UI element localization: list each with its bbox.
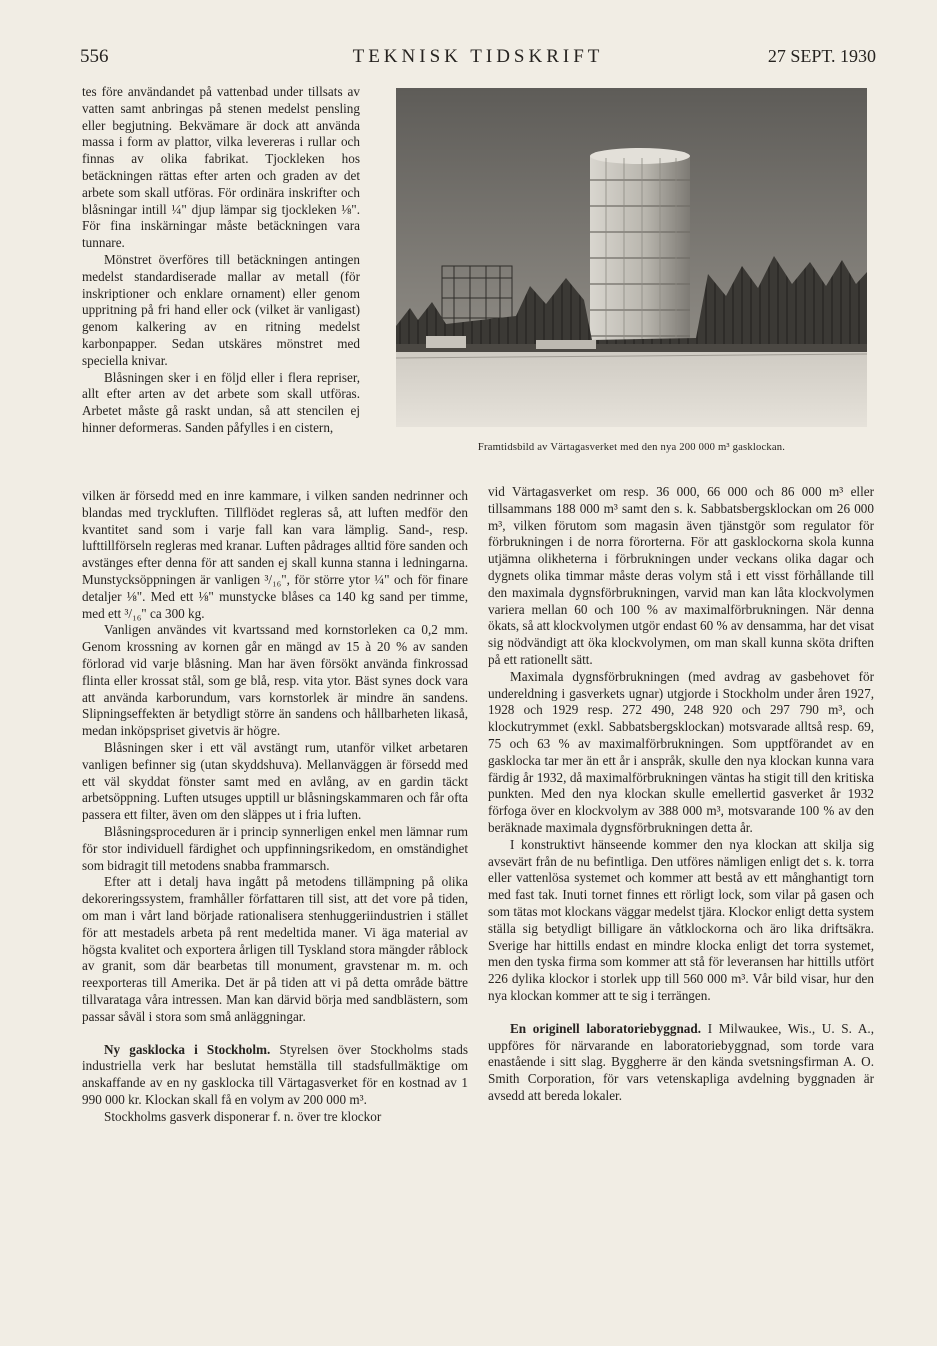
paragraph: Vanligen användes vit kvartssand med kornstorleken ca 0,2 mm. Genom krossning av kornen går en mängd av 15 à 20 % av sanden förlorad vid varje blåsning. Man har även försökt använda finkrossad flinta eller krossat stål, som ge blå, resp. vita ytor. Bäst synes dock vara att använda karborundum, vars kornstorlek är mindre än sandens. Slipningseffekten är betydligt större än sandens och hållbarheten likaså, medan inköpspriset givetvis är högre. <box>82 622 468 739</box>
left-column-main <box>82 488 468 1125</box>
left-column-top <box>82 84 360 437</box>
issue-date: 27 SEPT. 1930 <box>767 46 876 66</box>
paragraph: vid Värtagasverket om resp. 36 000, 66 000 och 86 000 m³ eller tillsammans 188 000 m³ samt den s. k. Sabbatsbergsklockan om 26 000 m³, vilken förutom som magasin även tjänstgör som regulator för förbrukningen i de norra förorterna. För att gasklockorna skola kunna utjämna olikheterna i förbrukningen under veckans olika dagar och dygnets olika timmar måste deras volym stå i ett visst förhållande till den maximala dygnsförbrukningen, varvid man kan låta klockvolymen variera mellan 60 och 100 % av maximalförbrukningen. När denna ökats, så att klockvolymen utgör endast 60 % av densamma, har det visat sig nödvändigt att öka klockvolymen, om man skall kunna sköta driften på ett rationellt sätt. <box>488 484 875 667</box>
gasholder-photograph <box>396 88 867 427</box>
paragraph: vilken är försedd med en inre kammare, i vilken sanden nedrinner och blandas med tryckluften. Tillflödet regleras så, att luften medför den kvantitet sand som i varje fall kan vara lämplig. Sand-, resp. lufttillförseln regleras med kranar. Luften pådrages alltid före sanden och avstänges efter denna för att sanden ej skall kunna stanna i ledningarna. Munstycksöppningen är vanligen ³/₁₆", för större ytor ¼" och för finare detaljer ⅛". Med ett ⅛" munstycke blåses ca 140 kg sand per timme, med ett ³/₁₆" ca 300 kg. <box>82 488 468 621</box>
gasklocka-text: Styrelsen över Stockholms stads industriella verk har beslutat hemställa till stadsfullmäktige om anskaffande av en ny gasklocka till Värtagasverket för en kostnad av 1 990 000 kr. Klockan skall få en volym av 200 000 m³. <box>82 1041 469 1107</box>
paragraph: Blåsningen sker i ett väl avstängt rum, utanför vilket arbetaren vanligen befinner sig (utan skyddshuva). Mellanväggen är försedd med ett väl skyddat fönster samt med en avlång, av en gardin täckt arbetsöppning. Luften utsuges upptill ur blåsningskammaren och får ofta passera ett filter, även om den släppes ut i fria luften. <box>82 739 468 823</box>
paragraph: Mönstret överföres till betäckningen antingen medelst standardiserade mallar av metall (för inskriptioner och enklare ornament) eller genom uppritning på fri hand eller ock (vilket är vanligast) genom kalkering av en ritning medelst karbonpapper. Sedan utskäres mönstret med speciella knivar. <box>82 251 360 368</box>
journal-title: TEKNISK TIDSKRIFT <box>352 46 604 67</box>
laboratory-article <box>488 1021 874 1105</box>
figure-caption: Framtidsbild av Värtagasverket med den nya 200 000 m³ gasklockan. <box>477 442 786 453</box>
paragraph: Stockholms gasverk disponerar f. n. över tre klockor <box>104 1108 382 1124</box>
paragraph: Blåsningen sker i en följd eller i flera repriser, allt efter arten av det arbete som skall utföras. Arbetet måste gå raskt undan, så att stencilen ej hinner deformeras. Sanden påfylles i en cistern, <box>82 369 360 435</box>
gasklocka-article <box>82 1042 468 1109</box>
paragraph: Maximala dygnsförbrukningen (med avdrag av gasbehovet för undereldning i gasverkets ugnar) utgjorde i Stockholm under åren 1927, 1928 och 1929 resp. 272 490, 248 920 och 297 790 m³, och klockutrymmet (exkl. Sabbatsbergsklockan) motsvarade alltså resp. 69, 75 och 63 % av maximalförbrukningen. Som upptförandet av en gasklocka tar mer än ett år i anspråk, skulle den nya klockan kunna vara färdig år 1932, då maximalförbrukningen väntas ha stigit till den kritiska punkten. Med den nya klockan skulle emellertid gasverket år 1932 förfoga över en klockvolym av 388 000 m³, motsvarande 100 % av den beräknade maximala dygnsförbrukningen detta år. <box>488 668 874 835</box>
paragraph: tes före användandet på vattenbad under tillsats av vatten samt anbringas på stenen medelst pensling eller begjutning. Bekvämare är dock att använda massa i form av plattor, vilka levereras i rullar och finnas av olika fabrikat. Tjockleken hos betäckningen rättas efter arten och graden av det arbete som skall utföras. För ordinära inskrifter och blåsningar intill ¼" djup lämpar sig tjockleken ⅛". För fina inskärningar måste betäckningen vara tunnare. <box>82 84 360 251</box>
laboratory-text: I Milwaukee, Wis., U. S. A., uppföres för närvarande en laboratoriebyggnad, som torde vara enastående i sitt slag. Byggherre är den kända svetsningsfirman A. O. Smith Corporation, för vars vetenskapliga avdelning byggnaden är avsedd att bereda lokaler. <box>488 1020 874 1103</box>
page-number: 556 <box>80 46 109 67</box>
paragraph: Blåsningsproceduren är i princip synnerligen enkel men lämnar rum för stor individuell färdighet och uppfinningsrikedom, en omständighet som bidragit till metodens snabba frammarsch. <box>82 823 468 873</box>
paragraph: I konstruktivt hänseende kommer den nya klockan att skilja sig avsevärt från de nu befintliga. Den utföres nämligen enligt det s. k. torra eller vattenlösa systemet och kommer att bestå av ett månghantigt torn med fast tak. Inuti tornet finnes ett rörligt lock, som vilar på gasen och som tätas mot klockans väggar medelst tjära. Klockor enligt detta system ställa sig betydligt billigare än våtklockorna och äro lika driftsäkra. Sverige har hittills endast en mindre klocka enligt det torra systemet, men den tyska firma som kommer att stå för leveransen har hittills utfört 226 dylika klockor i storlek upp till 560 000 m³. Vår bild visar, hur den nya klockan kommer att te sig i terrängen. <box>488 836 874 1003</box>
laboratory-heading: En originell laboratoriebyggnad. <box>510 1020 702 1036</box>
paragraph: Efter att i detalj hava ingått på metodens tillämpning på olika dekoreringssystem, framhåller författaren till sist, att det vore på tiden, om man i vårt land började rationalisera stenhuggeriindustrien i stället för att mestadels arbeta på rent medeltida maner. Vi äga material av högsta kvalitet och exportera årligen till Tyskland stora mängder råblock av granit, som där bearbetas till monument, gravstenar m. m. och reexporteras till Amerika. Det är på tiden att vi på detta område bättre tillvarataga våra intressen. Man kan därvid börja med sandblästern, som passar såväl i stora som små anläggningar. <box>82 874 468 1024</box>
gasklocka-heading: Ny gasklocka i Stockholm. <box>104 1041 271 1057</box>
page-header <box>80 46 876 74</box>
right-column-main <box>488 484 874 1105</box>
